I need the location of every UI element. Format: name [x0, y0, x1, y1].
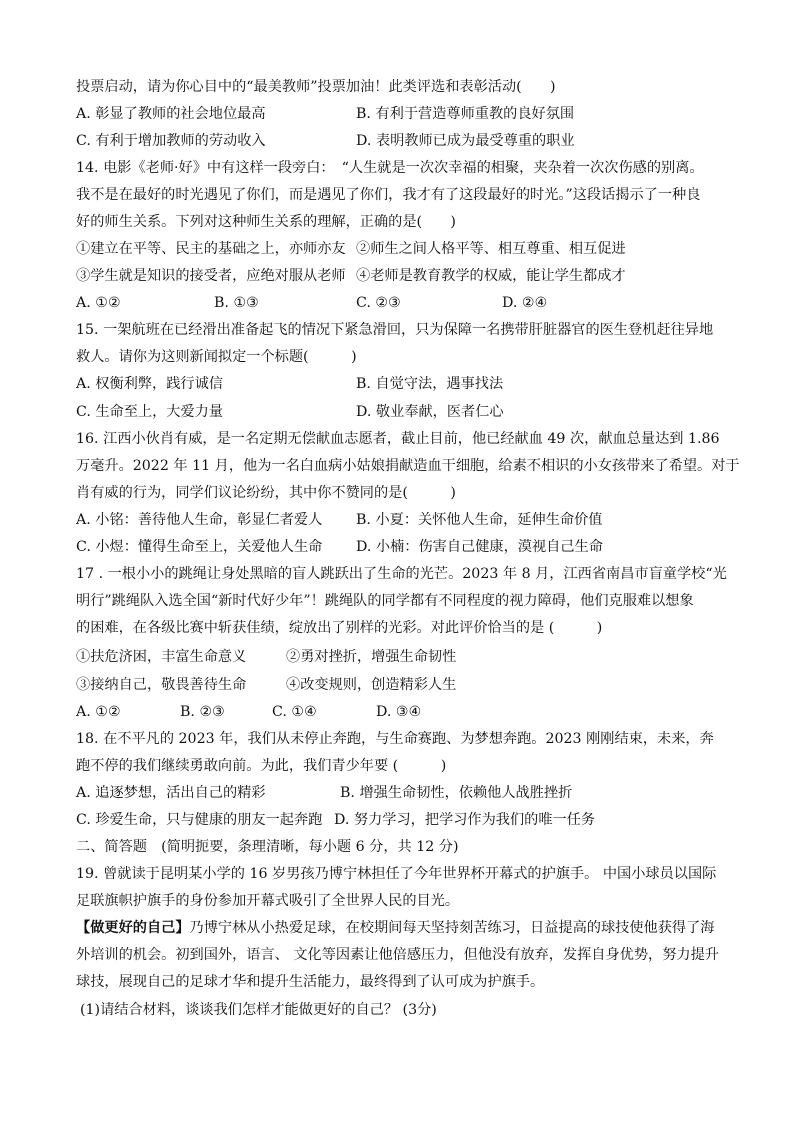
- q17-option-b: B. ②③: [180, 704, 225, 720]
- q13-option-d: D. 表明教师已成为最受尊重的职业: [356, 133, 575, 149]
- q16-option-d: D. 小楠：伤害自己健康，漠视自己生命: [356, 539, 603, 555]
- q17-stem-line2: 明行”跳绳队入选全国“新时代好少年”！跳绳队的同学都有不同程度的视力障碍，他们克服难以想象: [76, 593, 694, 609]
- q14-stem-line2: 我不是在最好的时光遇见了你们，而是遇见了你们，我才有了这段最好的时光。”这段话揭示了一种良: [76, 187, 701, 203]
- q13-option-a: A. 彰显了教师的社会地位最高: [76, 106, 266, 122]
- q17-statement-1: ①扶危济困，丰富生命意义: [76, 649, 247, 665]
- q14-statement-4: ④老师是教育教学的权威，能让学生都成才: [356, 268, 626, 284]
- q16-stem-line3: 肖有威的行为，同学们议论纷纷，其中你不赞同的是( ): [76, 485, 456, 501]
- q16-option-c: C. 小煜：懂得生命至上，关爱他人生命: [76, 539, 323, 555]
- q13-option-b: B. 有利于营造尊师重教的良好氛围: [356, 106, 575, 122]
- q14-option-c: C. ②③: [356, 295, 401, 311]
- q19-material-line3: 球技，展现自己的足球才华和提升生活能力，最终得到了认可成为护旗手。: [76, 974, 545, 990]
- q18-option-d: D. 努力学习，把学习作为我们的唯一任务: [334, 812, 596, 828]
- q18-option-c: C. 珍爱生命，只与健康的朋友一起奔跑: [76, 812, 323, 828]
- q17-option-a: A. ①②: [76, 704, 121, 720]
- q16-stem-line2: 万毫升。2022 年 11 月，他为一名白血病小姑娘捐献造血干细胞，给素不相识的小女孩带来了希望。对于: [76, 458, 740, 474]
- q14-option-d: D. ②④: [502, 295, 548, 311]
- q19-stem-line1: 19. 曾就读于昆明某小学的 16 岁男孩乃博宁林担任了今年世界杯开幕式的护旗手。 中国小球员以国际: [76, 866, 717, 882]
- q15-stem-line1: 15. 一架航班在已经滑出准备起飞的情况下紧急滑回，只为保障一名携带肝脏器官的医生登机赶往异地: [76, 322, 714, 338]
- q17-stem-line3: 的困难，在各级比赛中斩获佳绩，绽放出了别样的光彩。对此评价恰当的是 ( ): [76, 620, 603, 636]
- q18-stem-line1: 18. 在不平凡的 2023 年，我们从未停止奔跑，与生命赛跑、为梦想奔跑。2023 刚刚结束，未来，奔: [76, 731, 714, 747]
- q17-statement-2: ②勇对挫折，增强生命韧性: [286, 649, 457, 665]
- q14-statement-2: ②师生之间人格平等、相互尊重、相互促进: [356, 241, 626, 257]
- q14-stem-line3: 好的师生关系。下列对这种师生关系的理解，正确的是( ): [76, 214, 456, 230]
- q19-material-label: 【做更好的自己】: [76, 920, 190, 936]
- q13-stem: 投票启动，请为你心目中的“最美教师”投票加油！此类评选和表彰活动( ): [76, 79, 556, 95]
- q14-option-a: A. ①②: [76, 295, 121, 311]
- q14-option-b: B. ①③: [214, 295, 259, 311]
- q17-option-d: D. ③④: [376, 704, 422, 720]
- q19-material-line2: 外培训的机会。初到国外，语言、 文化等因素让他倍感压力，但他没有放弃，发挥自身优势，努力提升: [76, 947, 719, 963]
- q16-stem-line1: 16. 江西小伙肖有威，是一名定期无偿献血志愿者，截止目前，他已经献血 49 次，献血总量达到 1.86: [76, 431, 720, 447]
- q16-option-a: A. 小铭：善待他人生命，彰显仁者爱人: [76, 512, 323, 528]
- q14-statement-3: ③学生就是知识的接受者，应绝对服从老师: [76, 268, 346, 284]
- q18-option-a: A. 追逐梦想，活出自己的精彩: [76, 785, 266, 801]
- q18-stem-line2: 跑不停的我们继续勇敢向前。为此，我们青少年要 ( ): [76, 758, 447, 774]
- section-heading: 二、简答题 (简明扼要，条理清晰，每小题 6 分，共 12 分): [76, 839, 459, 855]
- q15-option-c: C. 生命至上，大爱力量: [76, 404, 224, 420]
- q14-stem-line1: 14. 电影《老师·好》中有这样一段旁白： “人生就是一次次幸福的相聚，夹杂着一次次伤感的别离。: [76, 160, 704, 176]
- q19-stem-line2: 足联旗帜护旗手的身份参加开幕式吸引了全世界人民的目光。: [76, 893, 460, 909]
- q17-stem-line1: 17 . 一根小小的跳绳让身处黑暗的盲人跳跃出了生命的光芒。2023 年 8 月，江西省南昌市盲童学校“光: [76, 566, 727, 582]
- q18-option-b: B. 增强生命韧性，依赖他人战胜挫折: [340, 785, 573, 801]
- q13-option-c: C. 有利于增加教师的劳动收入: [76, 133, 266, 149]
- q19-material-text: 乃博宁林从小热爱足球，在校期间每天坚持刻苦练习，日益提高的球技使他获得了海: [189, 920, 715, 936]
- q15-option-a: A. 权衡利弊，践行诚信: [76, 376, 223, 392]
- q19-sub-question-1: (1)请结合材料，谈谈我们怎样才能做更好的自己？ (3分): [80, 1002, 437, 1018]
- q15-stem-line2: 救人。请你为这则新闻拟定一个标题( ): [76, 349, 357, 365]
- q16-option-b: B. 小夏：关怀他人生命，延伸生命价值: [356, 512, 603, 528]
- q15-option-b: B. 自觉守法，遇事找法: [356, 376, 504, 392]
- q19-material-line1: [76, 918, 726, 938]
- q17-statement-4: ④改变规则，创造精彩人生: [286, 677, 457, 693]
- q14-statement-1: ①建立在平等、民主的基础之上，亦师亦友: [76, 241, 346, 257]
- q17-option-c: C. ①④: [272, 704, 317, 720]
- q17-statement-3: ③接纳自己，敬畏善待生命: [76, 677, 247, 693]
- q15-option-d: D. 敬业奉献，医者仁心: [356, 404, 504, 420]
